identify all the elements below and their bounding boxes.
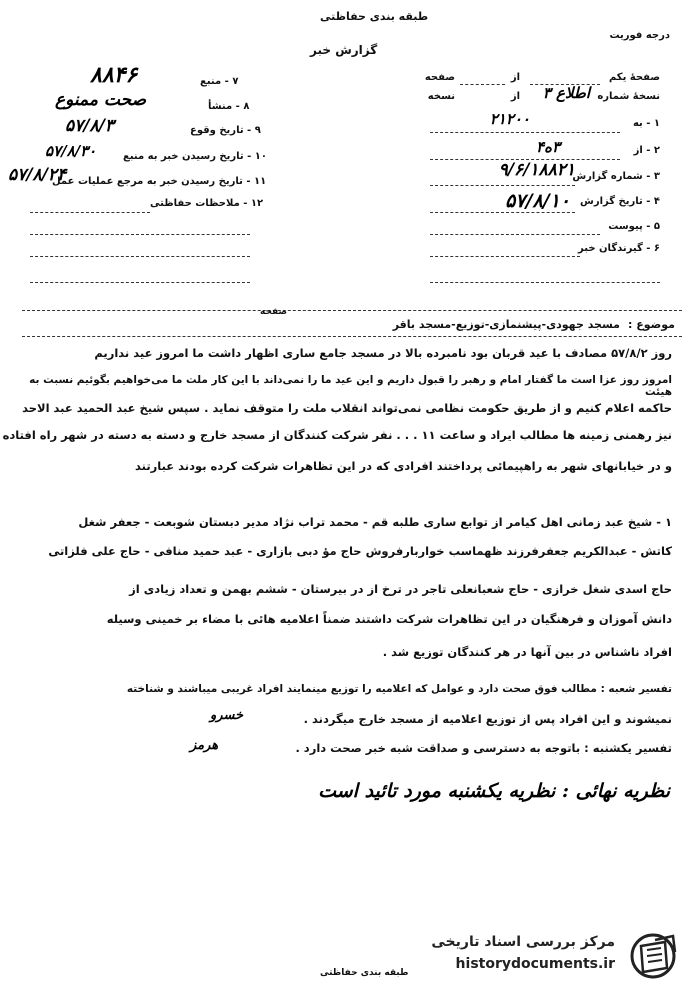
body-line: حاج اسدی شغل خرازی - حاج شعبانعلی تاجر در ترخ از در بیرستان - ششم بهمن و تعداد زیادی از (129, 582, 672, 596)
body-line: حاکمه اعلام کنیم و از طریق حکومت نظامی نمی‌تواند انقلاب ملت را متوقف نماید . سپس شیخ عبد الحمید عبد الاحد (22, 401, 672, 415)
source-label: ۷ - منبع (200, 76, 239, 87)
body-line: افراد ناشناس در بین آنها در هر کنندگان توزیع شد . (382, 645, 672, 659)
dotted-line (430, 212, 575, 213)
separator (22, 310, 682, 311)
body-line: و در خیابانهای شهر به راهپیمائی پرداختند افرادی که در این تظاهرات شرکت کرده بودند عبارتند (135, 459, 672, 473)
initial-signature: هرمز (190, 738, 219, 753)
report-number-label: ۳ - شماره گزارش (572, 171, 660, 182)
to-field-label: ۱ - به (632, 118, 660, 129)
report-title: گزارش خبر (310, 43, 378, 57)
archive-logo-icon (625, 932, 681, 980)
ops-received-value: ۵۷/۸/۲۴ (8, 165, 67, 185)
urgency-label: درجه فوریت (609, 30, 670, 41)
page-field-mid: از (510, 72, 520, 83)
body-line: کاتش - عبدالکریم جعفرفرزند ظهماسب خواربارفروش حاج مؤ دبی بازاری - عبد حمید منافی - حاج علی فلزاتی (48, 544, 672, 558)
dotted-line (430, 256, 580, 257)
handwritten-final-note: نظریه نهائی : نظریه یکشنبه مورد تائید است (318, 780, 670, 802)
dotted-line (30, 234, 250, 235)
origin-value: صحت ممنوع (55, 90, 147, 110)
dotted-line (430, 234, 600, 235)
subject-page-label: صفحه (260, 307, 288, 317)
body-line: دانش آموزان و فرهنگیان در این تظاهرات شرکت داشتند ضمناً اعلامیه هائی با مضاء بر خمینی وسیله (106, 612, 672, 626)
body-line: ۱ - شیخ عبد زمانی اهل کیامر از توابع ساری طلبه قم - محمد تراب نژاد مدیر دبستان شوبعت - جعفر شغل (78, 515, 672, 529)
from-field-label: ۲ - از (633, 145, 660, 156)
subject-label: موضوع : (628, 318, 675, 331)
archive-watermark (410, 930, 685, 982)
archive-url: historydocuments.ir (455, 956, 615, 972)
attachment-label: ۵ - پیوست (608, 221, 660, 232)
archive-name: مرکز بررسی اسناد تاریخی (431, 934, 615, 950)
from-field-value: ۳ه۴ (536, 138, 560, 156)
page-field-end: صفحه (424, 72, 455, 83)
dotted-line (30, 212, 150, 213)
source-received-value: ۵۷/۸/۳۰ (45, 142, 97, 160)
subject-text: مسجد جهودی-پیشنمازی-توزیع-مسجد باقر (392, 318, 620, 331)
recipients-label: ۶ - گیرندگان خبر (578, 243, 660, 254)
separator (22, 336, 682, 337)
comment-line: تفسیر یکشنبه : باتوجه به دسترسی و صداقت شبه خبر صحت دارد . (295, 741, 672, 755)
dotted-line (30, 256, 250, 257)
report-number-value: ۹/۶/۱۸۸۲۱ (498, 160, 575, 180)
page-field-label: صفحهٔ یکم (608, 72, 660, 83)
body-line: روز ۵۷/۸/۲ مصادف با عید قربان بود نامبرده بالا در مسجد جامع ساری اظهار داشت ما امروز عید نداریم (94, 346, 672, 360)
copy-field-value: اطلاع ۳ (542, 84, 590, 102)
dotted-line (430, 282, 660, 283)
body-line: نیز رهمنی زمینه ها مطالب ایراد و ساعت ۱۱ . . . نفر شرکت کنندگان از مسجد خارج و دسته به دسته در شهر راه افتاده (2, 428, 672, 442)
to-field-value: ۲۱۲۰۰ (489, 110, 530, 128)
dotted-line (30, 282, 250, 283)
dotted-line (460, 84, 505, 85)
origin-label: ۸ - منشأ (208, 101, 250, 112)
source-value: ۸۸۴۶ (90, 62, 138, 88)
body-line: امروز روز عزا است ما گفتار امام و رهبر را قبول داریم و این عید ما را نمی‌داند با این کار ملت ما می‌خواهیم بگوئیم نسبت به هیئت (29, 374, 672, 398)
event-date-value: ۵۷/۸/۳ (65, 116, 114, 136)
footer-classification: طبقه بندی حفاظتی (320, 968, 409, 978)
initial-signature: خسرو (210, 708, 244, 723)
source-received-label: ۱۰ - تاریخ رسیدن خبر به منبع (123, 151, 267, 162)
report-date-label: ۴ - تاریخ گزارش (580, 196, 660, 207)
copy-field-label: نسخهٔ شماره (597, 91, 660, 102)
dotted-line (430, 132, 620, 133)
comment-line: تفسیر شعبه : مطالب فوق صحت دارد و عوامل که اعلامیه را توزیع مینمایند افراد غریبی میباشند و شناخته (126, 683, 672, 695)
comment-line: نمیشوند و این افراد پس از توزیع اعلامیه از مسجد خارج میگردند . (303, 712, 672, 726)
dotted-line (430, 185, 575, 186)
report-date-value: ۵۷/۸/۱۰ (505, 190, 570, 212)
ops-received-label: ۱۱ - تاریخ رسیدن خبر به مرجع عملیات عمل (52, 176, 267, 187)
event-date-label: ۹ - تاریخ وقوع (190, 125, 261, 136)
classification-label: طبقه بندی حفاظتی (320, 10, 429, 23)
security-notes-label: ۱۲ - ملاحظات حفاظتی (150, 198, 264, 209)
copy-field-mid: از (510, 91, 520, 102)
copy-field-end: نسخه (427, 91, 455, 102)
